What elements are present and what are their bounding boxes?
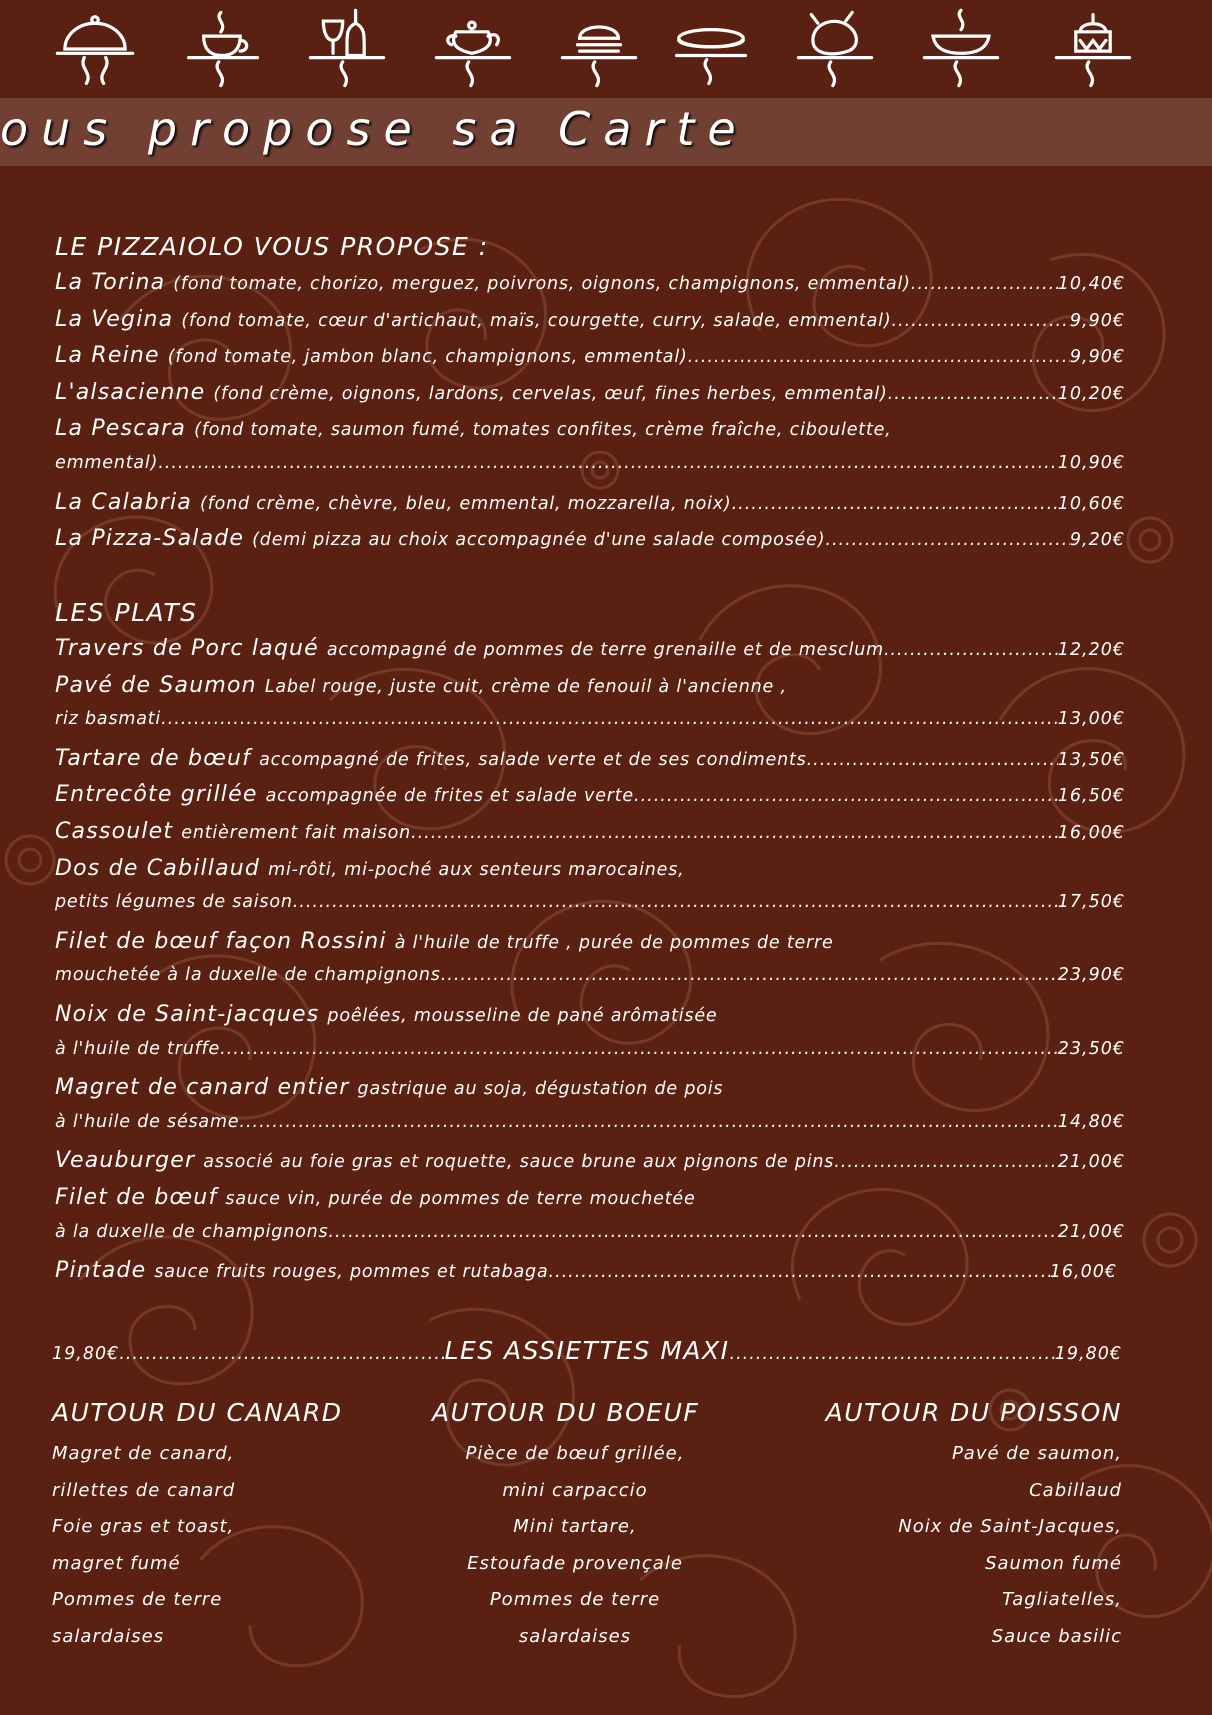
food-icon-row	[0, 0, 1212, 95]
item-description: (fond crème, chèvre, bleu, emmental, mozzarella, noix)	[199, 493, 732, 514]
leader-dots	[158, 453, 1058, 473]
menu-item	[55, 526, 1125, 563]
menu-item	[55, 673, 1125, 710]
menu-item	[55, 1075, 1125, 1112]
item-price: 14,80€	[1057, 1111, 1125, 1132]
price-left: 19,80€	[52, 1344, 120, 1364]
column-line: Mini tartare,	[513, 1516, 637, 1538]
leader-dots	[888, 384, 1058, 404]
item-description: sauce vin, purée de pommes de terre mouchetée	[225, 1188, 696, 1209]
section-title-pizza: LE PIZZAIOLO VOUS PROPOSE :	[55, 232, 489, 261]
item-description: gastrique au soja, dégustation de pois	[357, 1079, 724, 1100]
leader-dots	[328, 1222, 1057, 1242]
leader-dots	[548, 1262, 1049, 1282]
item-name: La Pescara	[55, 416, 187, 442]
column-line: magret fumé	[52, 1552, 181, 1574]
menu-item	[55, 1185, 1125, 1222]
menu-item-continuation	[55, 1112, 1125, 1149]
menu-item	[55, 782, 1125, 819]
column-boeuf	[425, 1443, 725, 1663]
menu-item-continuation	[55, 965, 1125, 1002]
section-title-plats: LES PLATS	[55, 598, 198, 627]
item-name: Filet de bœuf	[55, 1184, 218, 1210]
item-price: 23,90€	[1057, 965, 1125, 986]
item-description-continued: petits légumes de saison	[55, 892, 293, 913]
item-description: accompagnée de frites et salade verte	[265, 786, 634, 807]
item-name: Travers de Porc laqué	[55, 636, 319, 661]
item-description-continued: à l'huile de truffe	[55, 1038, 221, 1059]
column-line: salardaises	[518, 1625, 632, 1647]
item-description: (demi pizza au choix accompagnée d'une salade composée)	[252, 530, 826, 551]
item-price: 16,00€	[1057, 822, 1125, 843]
item-name: La Calabria	[55, 489, 192, 515]
menu-item	[55, 307, 1125, 344]
column-line: Pommes de terre	[489, 1589, 661, 1611]
cake-icon	[1050, 6, 1136, 92]
item-price: 10,40€	[1057, 274, 1125, 294]
item-description: (fond tomate, jambon blanc, champignons, emmental)	[167, 347, 688, 368]
wine-bottle-icon	[304, 6, 390, 92]
banner-title: ous propose sa Carte	[0, 102, 749, 156]
title-banner	[0, 98, 1212, 166]
item-description-continued: riz basmati	[55, 709, 162, 730]
roast-chicken-icon	[792, 6, 878, 92]
leader-dots	[119, 1344, 444, 1364]
menu-item-continuation	[55, 1039, 1125, 1076]
menu-item-continuation	[55, 453, 1125, 490]
item-name: La Reine	[55, 343, 160, 369]
column-title-canard: AUTOUR DU CANARD	[52, 1398, 343, 1427]
item-price: 10,60€	[1057, 493, 1125, 514]
cloche-icon	[52, 6, 138, 92]
item-name: Noix de Saint-jacques	[55, 1001, 320, 1027]
section-title-assiettes: LES ASSIETTES MAXI	[444, 1336, 730, 1365]
column-canard	[52, 1443, 235, 1663]
column-line: Saumon fumé	[985, 1552, 1122, 1574]
item-description: entièrement fait maison	[181, 822, 412, 843]
leader-dots	[825, 530, 1070, 550]
item-description: (fond crème, oignons, lardons, cervelas, œuf, fines herbes, emmental)	[213, 383, 888, 404]
leader-dots	[732, 494, 1058, 514]
menu-item	[55, 856, 1125, 893]
item-price: 9,90€	[1069, 347, 1125, 368]
item-price: 10,90€	[1057, 452, 1125, 473]
burger-icon	[556, 6, 642, 92]
item-name: Magret de canard entier	[55, 1075, 350, 1101]
column-line: Estoufade provençale	[467, 1552, 683, 1574]
item-description-continued: mouchetée à la duxelle de champignons	[55, 965, 441, 986]
item-description-continued: à l'huile de sésame	[55, 1111, 240, 1132]
price-right: 19,80€	[1054, 1344, 1123, 1364]
item-description: accompagné de frites, salade verte et de ses condiments	[259, 749, 807, 770]
item-price: 12,20€	[1057, 640, 1125, 660]
item-name: Tartare de bœuf	[55, 745, 252, 771]
item-description: à l'huile de truffe , purée de pommes de terre	[394, 932, 834, 953]
item-price: 13,50€	[1057, 749, 1125, 770]
column-line: Magret de canard,	[52, 1443, 235, 1464]
column-line: Foie gras et toast,	[52, 1516, 235, 1538]
pizza-list	[55, 270, 1125, 563]
leader-dots	[239, 1112, 1057, 1132]
item-name: La Torina	[55, 270, 166, 295]
plats-list	[55, 636, 1125, 1295]
item-price: 10,20€	[1057, 383, 1125, 404]
item-price: 16,00€	[1049, 1262, 1117, 1283]
menu-item	[55, 746, 1125, 783]
item-price: 9,90€	[1069, 310, 1125, 331]
item-name: La Pizza-Salade	[55, 526, 245, 552]
item-description: associé au foie gras et roquette, sauce brune aux pignons de pins	[203, 1152, 835, 1173]
column-line: rillettes de canard	[52, 1479, 236, 1501]
item-price: 23,50€	[1057, 1038, 1125, 1059]
item-name: Pintade	[55, 1258, 147, 1284]
item-description: mi-rôti, mi-poché aux senteurs marocaines,	[268, 859, 685, 880]
menu-item-continuation	[55, 892, 1125, 929]
leader-dots	[441, 965, 1058, 985]
leader-dots	[891, 311, 1069, 331]
leader-dots	[220, 1039, 1058, 1059]
item-description: accompagné de pommes de terre grenaille et de mesclum.	[326, 640, 891, 660]
item-price: 21,00€	[1057, 1152, 1125, 1173]
item-name: Dos de Cabillaud	[55, 855, 261, 881]
menu-item	[55, 380, 1125, 417]
leader-dots	[834, 1152, 1058, 1172]
column-line: mini carpaccio	[502, 1479, 648, 1501]
soup-bowl-icon	[918, 6, 1004, 92]
column-line: salardaises	[52, 1625, 165, 1647]
column-line: Pièce de bœuf grillée,	[465, 1443, 685, 1464]
coffee-cup-icon	[180, 6, 266, 92]
leader-dots	[161, 709, 1058, 729]
item-name: Entrecôte grillée	[55, 782, 258, 808]
column-poisson	[898, 1443, 1122, 1663]
menu-item	[55, 1002, 1125, 1039]
leader-dots	[807, 750, 1058, 770]
item-description: (fond tomate, saumon fumé, tomates confites, crème fraîche, ciboulette,	[194, 420, 892, 441]
item-description: (fond tomate, cœur d'artichaut, maïs, courgette, curry, salade, emmental)	[181, 310, 892, 331]
item-description: sauce fruits rouges, pommes et rutabaga	[154, 1262, 549, 1283]
menu-item	[55, 343, 1125, 380]
menu-item	[55, 1148, 1125, 1185]
item-description: (fond tomate, chorizo, merguez, poivrons, oignons, champignons, emmental)	[173, 274, 911, 294]
item-price: 21,00€	[1057, 1221, 1125, 1242]
menu-item	[55, 416, 1125, 453]
menu-item	[55, 636, 1125, 673]
menu-item	[55, 1258, 1117, 1295]
menu-item	[55, 819, 1125, 856]
leader-dots	[411, 823, 1058, 843]
menu-item	[55, 929, 1125, 966]
menu-item-continuation	[55, 709, 1125, 746]
leader-dots	[911, 274, 1058, 294]
column-line: Cabillaud	[1029, 1479, 1122, 1501]
column-line: Pommes de terre	[52, 1589, 223, 1611]
item-price: 16,50€	[1057, 786, 1125, 807]
item-price: 9,20€	[1069, 530, 1125, 551]
leader-dots	[730, 1344, 1055, 1364]
column-title-boeuf: AUTOUR DU BOEUF	[432, 1398, 700, 1427]
teapot-icon	[430, 6, 516, 92]
leader-dots	[688, 347, 1070, 367]
item-name: L'alsacienne	[55, 379, 206, 405]
item-description-continued: à la duxelle de champignons	[55, 1221, 329, 1242]
item-price: 17,50€	[1057, 892, 1125, 913]
item-description: Label rouge, juste cuit, crème de fenouil à l'ancienne ,	[264, 676, 787, 697]
item-name: La Vegina	[55, 306, 174, 332]
column-line: Tagliatelles,	[1002, 1589, 1122, 1611]
menu-item-continuation	[55, 1222, 1125, 1259]
pie-icon	[668, 6, 754, 92]
menu-item	[55, 270, 1125, 307]
column-line: Noix de Saint-Jacques,	[898, 1516, 1122, 1538]
item-description-continued: emmental)	[55, 452, 159, 473]
item-name: Veauburger	[55, 1148, 196, 1174]
item-name: Cassoulet	[55, 818, 174, 844]
item-name: Pavé de Saumon	[55, 672, 257, 698]
item-description: poêlées, mousseline de pané arômatisée	[327, 1005, 718, 1026]
leader-dots	[634, 786, 1058, 806]
column-line: Pavé de saumon,	[951, 1443, 1122, 1464]
item-price: 13,00€	[1057, 709, 1125, 730]
leader-dots	[890, 640, 1057, 660]
item-name: Filet de bœuf façon Rossini	[55, 928, 387, 954]
menu-item	[55, 490, 1125, 527]
assiettes-maxi-heading	[52, 1336, 1122, 1372]
column-line: Sauce basilic	[991, 1625, 1122, 1647]
leader-dots	[293, 892, 1058, 912]
column-title-poisson: AUTOUR DU POISSON	[825, 1398, 1122, 1427]
